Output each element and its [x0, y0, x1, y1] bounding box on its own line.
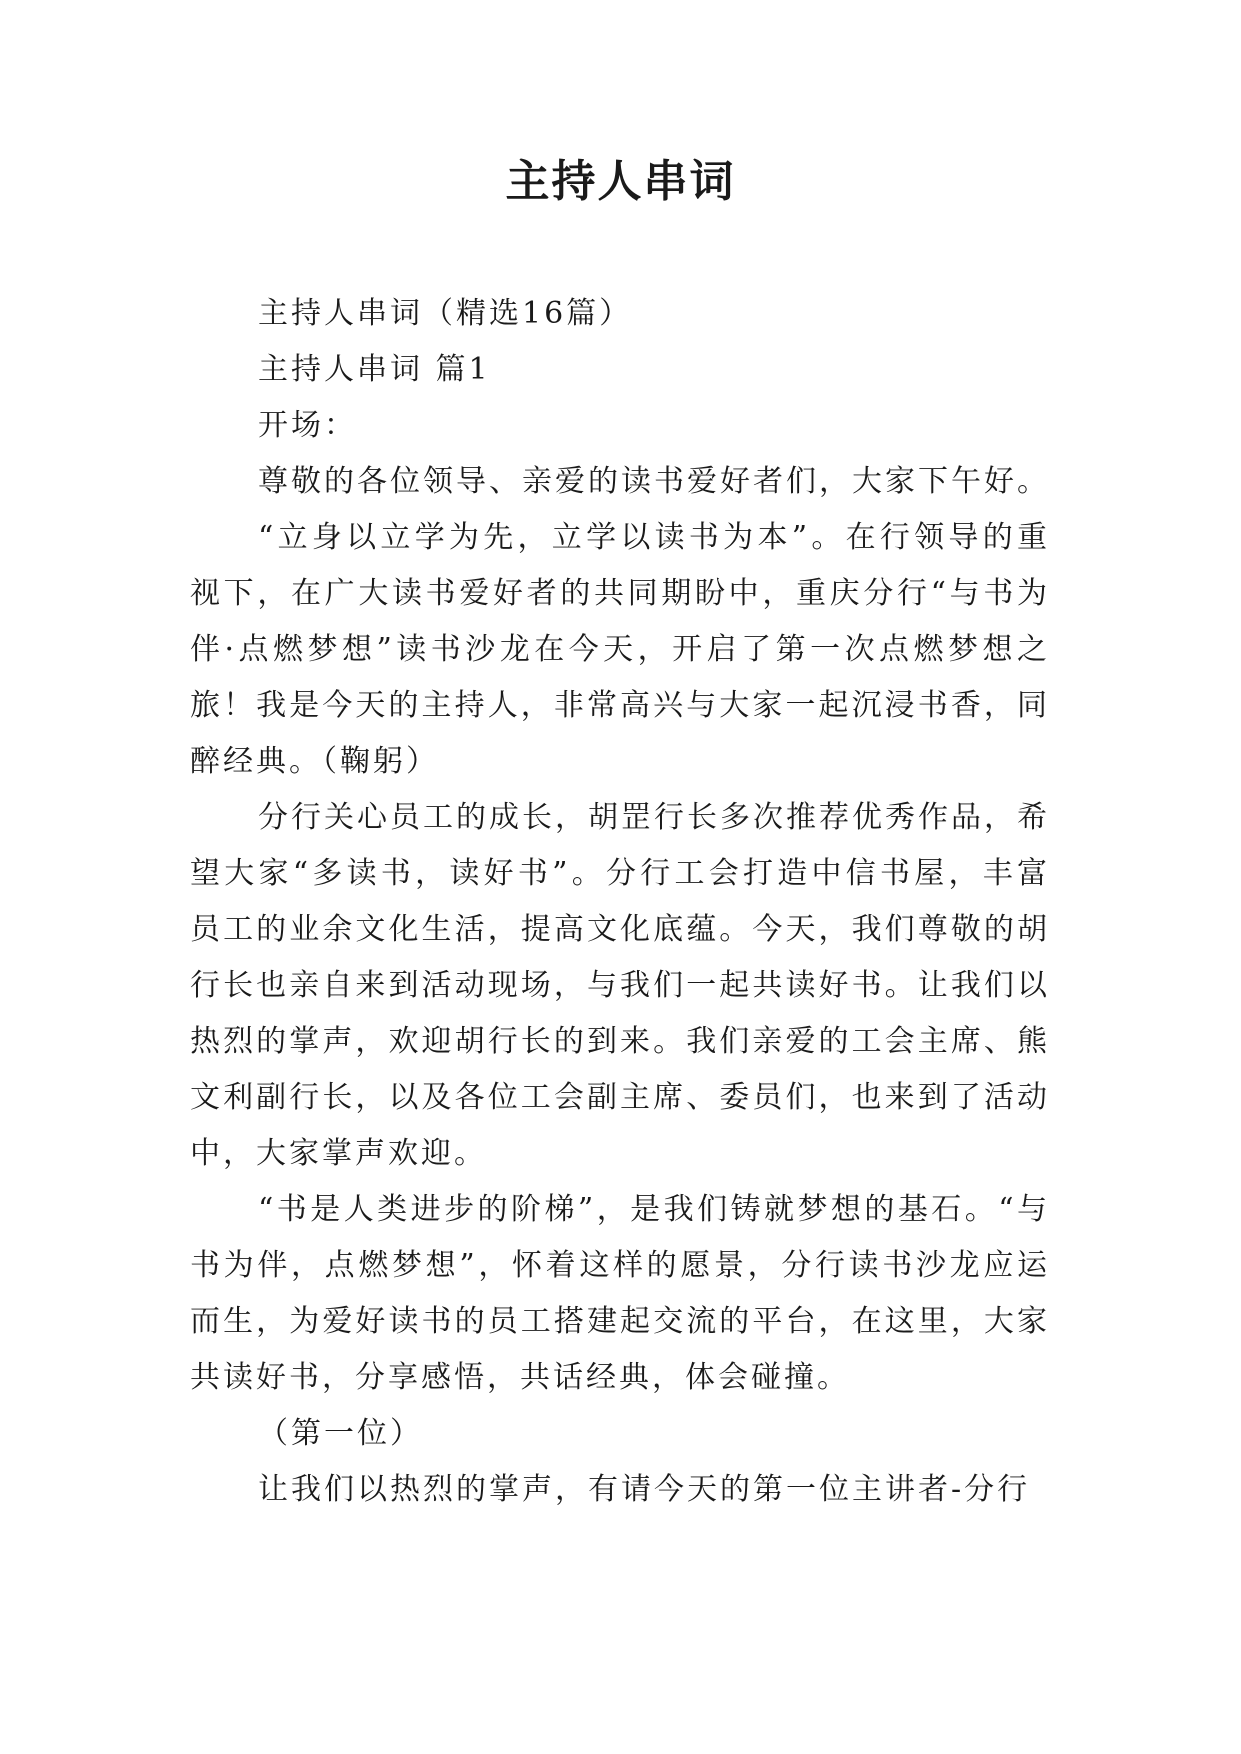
section-heading: 主持人串词 篇1 — [258, 352, 491, 387]
speaker-label: （第一位） — [258, 1416, 423, 1451]
document-body — [190, 286, 1050, 1518]
body-paragraph: 分行关心员工的成长，胡罡行长多次推荐优秀作品，希望大家“多读书，读好书”。分行工会打造中信书屋，丰富员工的业余文化生活，提高文化底蕴。今天，我们尊敬的胡行长也亲自来到活动现场，与我们一起共读好书。让我们以热烈的掌声，欢迎胡行长的到来。我们亲爱的工会主席、熊文利副行长，以及各位工会副主席、委员们，也来到了活动中，大家掌声欢迎。 — [190, 800, 1050, 1171]
opening-label: 开场： — [258, 408, 357, 443]
body-paragraph: 让我们以热烈的掌声，有请今天的第一位主讲者-分行 — [258, 1472, 1031, 1507]
subtitle-paragraph: 主持人串词（精选16篇） — [258, 296, 633, 331]
greeting-paragraph: 尊敬的各位领导、亲爱的读书爱好者们，大家下午好。 — [258, 464, 1050, 499]
body-paragraph: “立身以立学为先，立学以读书为本”。在行领导的重视下，在广大读书爱好者的共同期盼中，重庆分行“与书为伴·点燃梦想”读书沙龙在今天，开启了第一次点燃梦想之旅！我是今天的主持人，非常高兴与大家一起沉浸书香，同醉经典。（鞠躬） — [190, 520, 1050, 779]
document-title: 主持人串词 — [505, 156, 736, 207]
body-paragraph: “书是人类进步的阶梯”，是我们铸就梦想的基石。“与书为伴，点燃梦想”，怀着这样的愿景，分行读书沙龙应运而生，为爱好读书的员工搭建起交流的平台，在这里，大家共读好书，分享感悟，共话经典，体会碰撞。 — [190, 1192, 1050, 1395]
